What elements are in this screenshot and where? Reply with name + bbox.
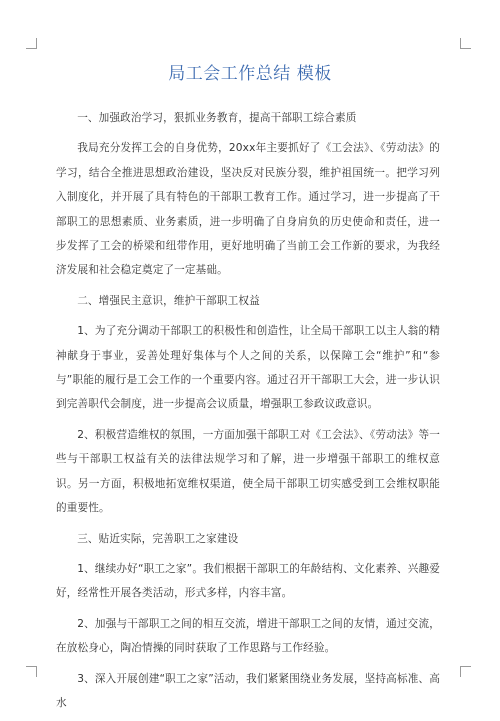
- document-body: [56, 106, 440, 721]
- crop-mark-top-left: [26, 38, 37, 49]
- paragraph: 2、积极营造维权的氛围，一方面加强干部职工对《工会法》、《劳动法》等一些与干部职工权益有关的法律法规学习和了解，进一步增强干部职工的维权意识。另一方面，积极地拓宽维权渠道，使全局干部职工切实感受到工会维权职能的重要性。: [56, 428, 440, 515]
- section-heading-2: 二、增强民主意识，维护干部职工权益: [77, 294, 260, 307]
- crop-mark-top-right: [460, 38, 471, 49]
- crop-mark-bottom-right: [460, 666, 471, 677]
- paragraph: 1、为了充分调动干部职工的积极性和创造性，让全局干部职工以主人翁的精神献身于事业，妥善处理好集体与个人之间的关系，以保障工会“维护”和“参与”职能的履行是工会工作的一个重要内容。通过召开干部职工大会，进一步认识到完善职代会制度，进一步提高会议质量，增强职工参政议政意识。: [56, 325, 440, 411]
- document-title: 局工会工作总结 模板: [168, 64, 332, 84]
- paragraph: 2、加强与干部职工之间的相互交流，增进干部职工之间的友情，通过交流，在放松身心，陶冶情操的同时获取了工作思路与工作经验。: [56, 617, 440, 655]
- paragraph: 我局充分发挥工会的自身优势，20xx年主要抓好了《工会法》、《劳动法》的学习，结合全推进思想政治建设，坚决反对民族分裂，维护祖国统一。把学习列入制度化，并开展了具有特色的干部职工教育工作。通过学习，进一步提高了干部职工的思想素质、业务素质，进一步明确了自身肩负的历史使命和责任，进一步发挥了工会的桥梁和纽带作用，更好地明确了当前工会工作新的要求，为我经济发展和社会稳定奠定了一定基础。: [56, 142, 440, 277]
- paragraph: 1、继续办好“职工之家”。我们根据干部职工的年龄结构、文化素养、兴趣爱好，经常性开展各类活动，形式多样，内容丰富。: [56, 562, 440, 600]
- crop-mark-bottom-left: [26, 666, 37, 677]
- section-heading-3: 三、贴近实际，完善职工之家建设: [77, 532, 239, 545]
- paragraph: 3、深入开展创建“职工之家”活动，我们紧紧围绕业务发展，坚持高标准、高水: [56, 672, 440, 709]
- section-heading-1: 一、加强政治学习，狠抓业务教育，提高干部职工综合素质: [77, 112, 357, 124]
